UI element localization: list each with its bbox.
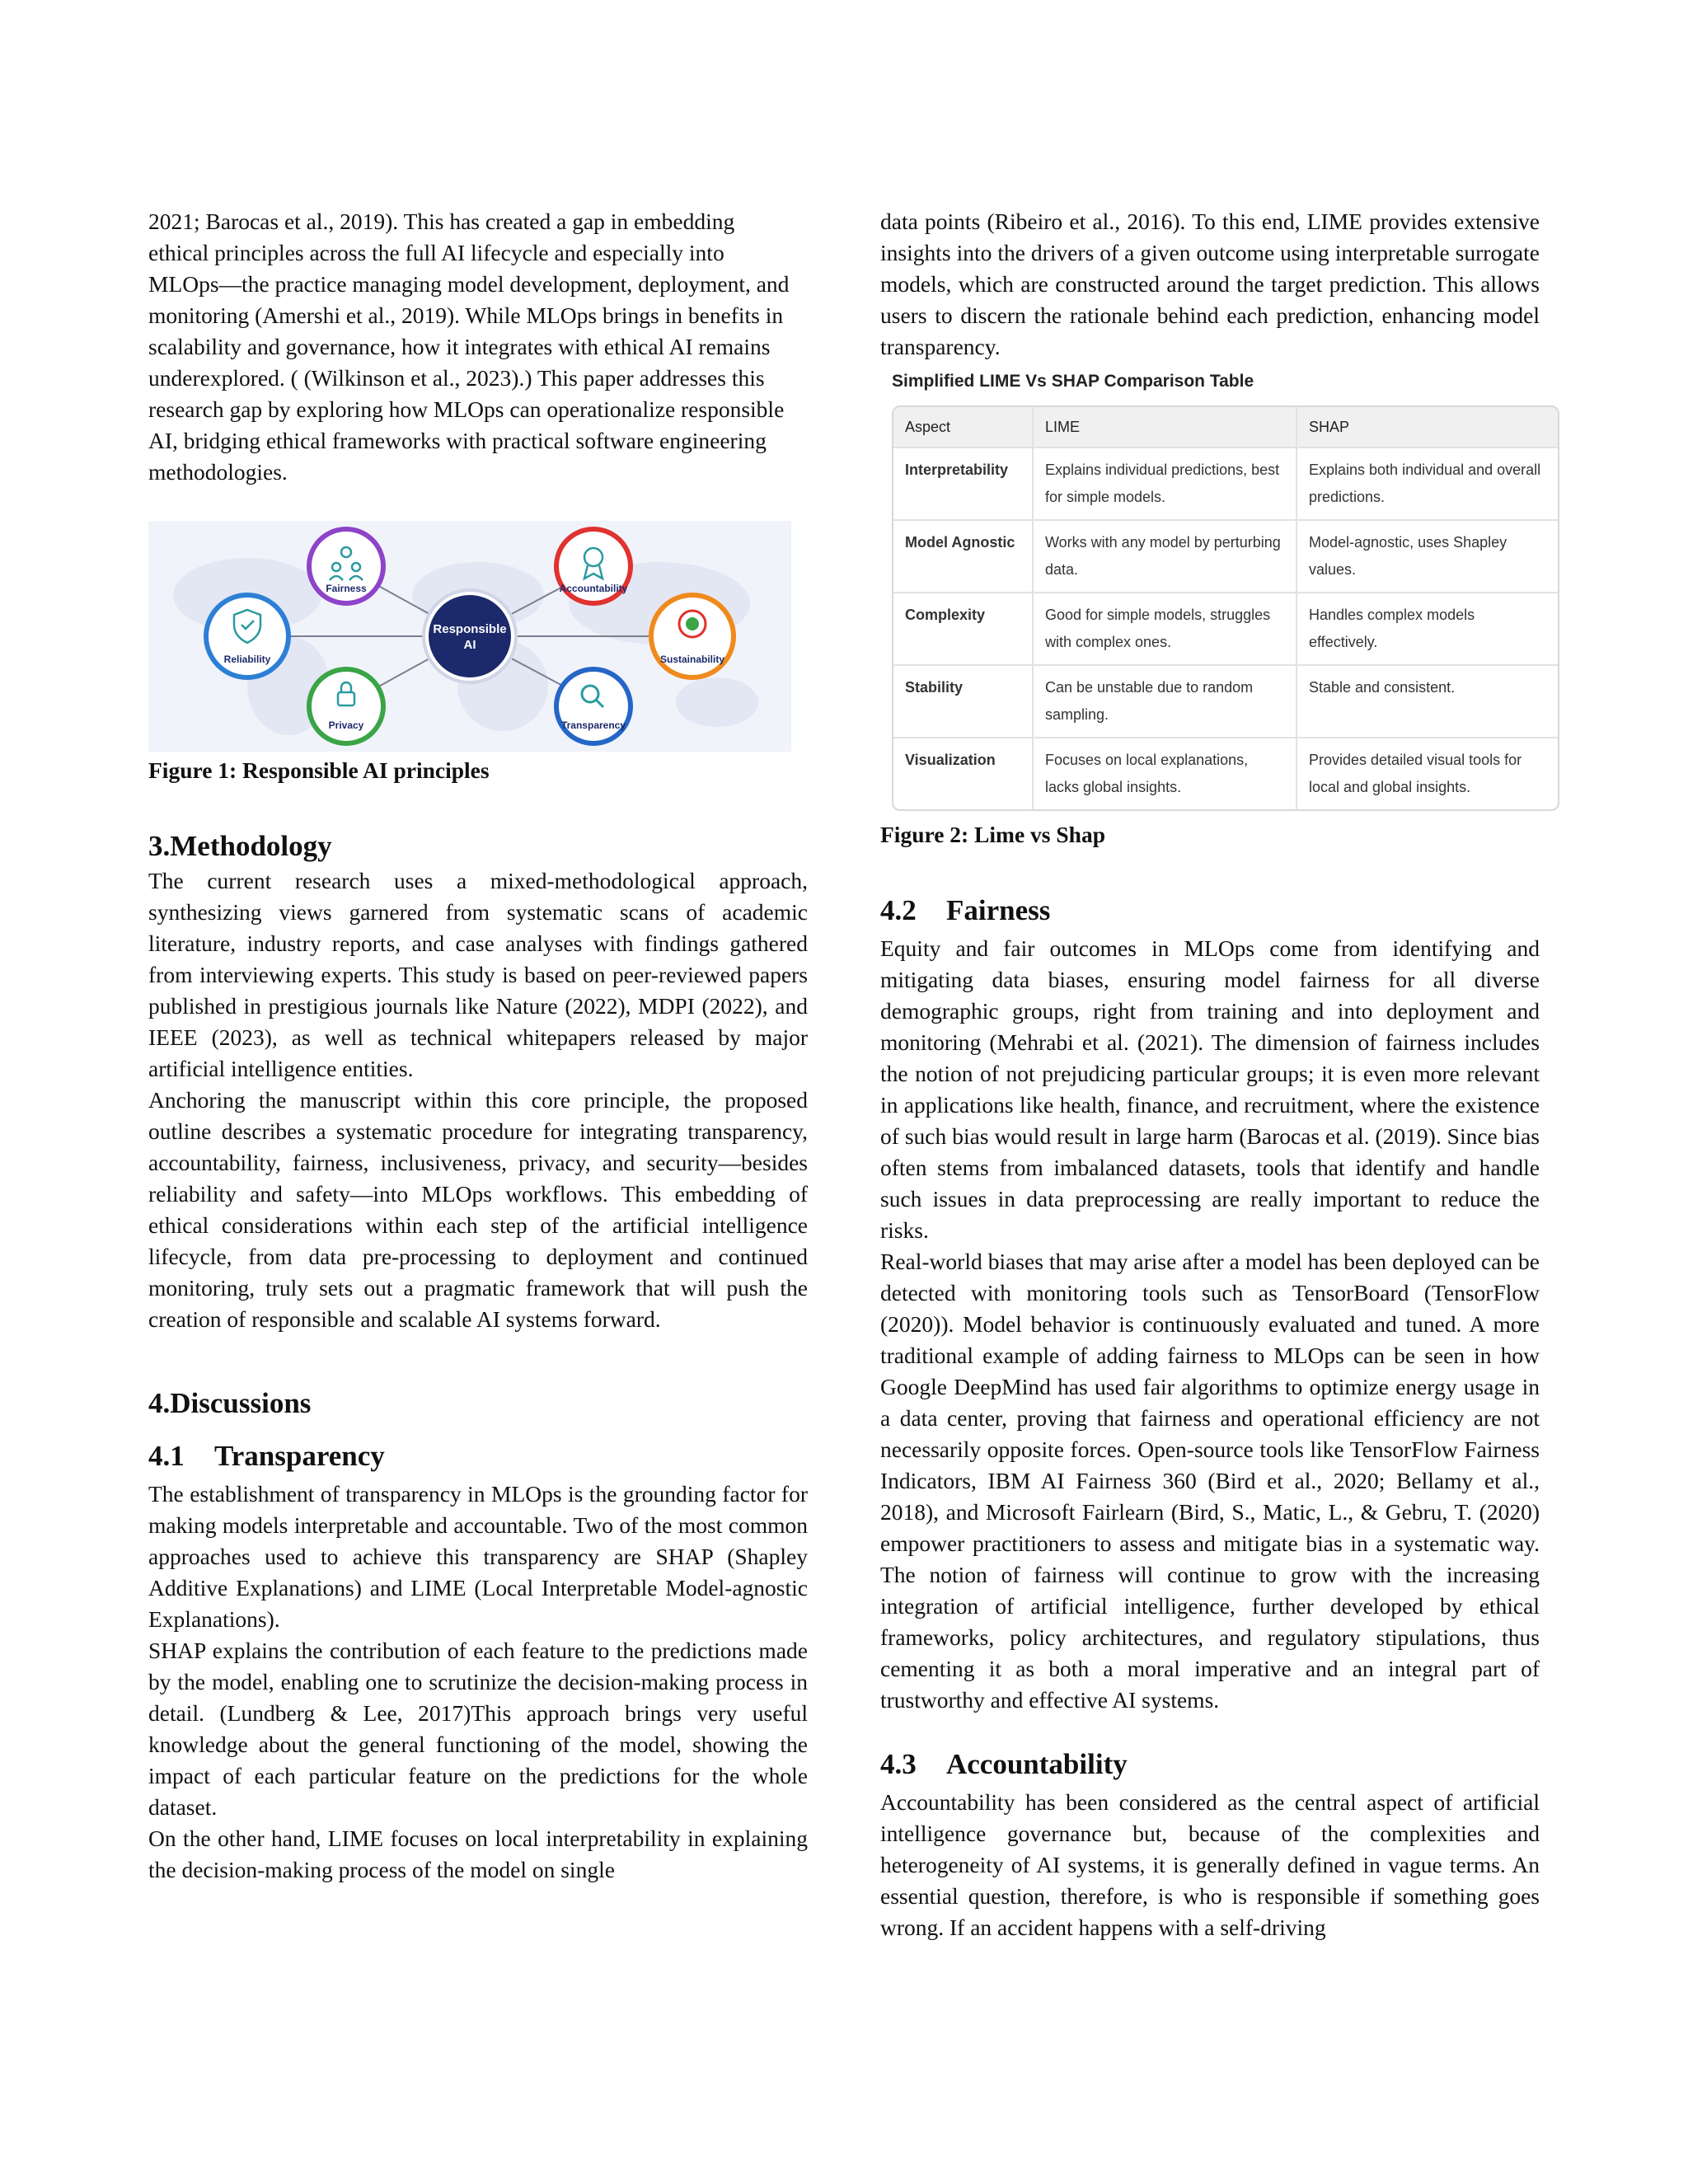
transparency-title: Transparency — [214, 1440, 385, 1472]
node-sustainability — [651, 595, 734, 677]
table-header-row — [893, 407, 1558, 448]
comparison-table-frame — [892, 405, 1559, 811]
header-lime: LIME — [1033, 407, 1296, 448]
table-row: Model Agnostic Works with any model by perturbing data. Model-agnostic, uses Shapley values. — [893, 520, 1558, 593]
header-aspect: Aspect — [893, 407, 1033, 448]
svg-text:Transparency: Transparency — [560, 719, 626, 731]
accountability-paragraph-1: Accountability has been considered as the central aspect of artificial intelligence governance but, because of the complexities and heterogeneity of AI systems, it is generally defined in vague terms. An essential question, therefore, is who is responsible if something goes wrong. If an accident happens with a self-driving — [880, 1789, 1540, 1940]
accountability-heading — [880, 1746, 1540, 1783]
table-row: Interpretability Explains individual predictions, best for simple models. Explains both individual and overall predictions. — [893, 448, 1558, 520]
table-row: Stability Can be unstable due to random sampling. Stable and consistent. — [893, 665, 1558, 738]
node-reliability — [206, 595, 288, 677]
fairness-paragraph-2: Real-world biases that may arise after a model has been deployed can be detected with monitoring tools such as TensorBoard (TensorFlow (2020)). Model behavior is continuously evaluated and tuned. A more traditional example of adding fairness to MLOps can be seen in how Google DeepMind has used fair algorithms to optimize energy usage in a data center, proving that fairness and operational efficiency are not necessarily opposite forces. Open-source tools like TensorFlow Fairness Indicators, IBM AI Fairness 360 (Bird et al., 2020; Bellamy et al., 2018), and Microsoft Fairlearn (Bird, S., Matic, L., & Gebru, T. (2020) empower practitioners to assess and mitigate bias in a systematic way. The notion of fairness will continue to grow with the increasing integration of artificial intelligence, further developed by ethical frameworks, policy architectures, and regulatory stipulations, thus cementing it as both a moral imperative and an integral part of trustworthy and effective AI systems. — [880, 1249, 1540, 1713]
figure-responsible-ai — [148, 521, 791, 752]
figure2-caption: Figure 2: Lime vs Shap — [880, 822, 1105, 847]
svg-text:Reliability: Reliability — [223, 654, 271, 665]
transparency-paragraph-1: The establishment of transparency in MLOps is the grounding factor for making models interpretable and accountable. Two of the most common approaches used to achieve this transparency are SHAP (Shapley Additive Explanations) and LIME (Local Interpretable Model-agnostic Explanations). — [148, 1481, 808, 1632]
responsible-ai-diagram — [148, 521, 791, 752]
fairness-number: 4.2 — [880, 894, 917, 926]
transparency-heading — [148, 1437, 808, 1475]
svg-text:Fairness: Fairness — [326, 583, 367, 594]
right-column — [880, 206, 1540, 1943]
figure1-caption: Figure 1: Responsible AI principles — [148, 757, 490, 783]
header-shap: SHAP — [1296, 407, 1558, 448]
fairness-title: Fairness — [946, 894, 1051, 926]
lime-intro-paragraph: data points (Ribeiro et al., 2016). To this end, LIME provides extensive insights into the drivers of a given outcome using interpretable surrogate models, which are constructed around the target prediction. This allows users to discern the rationale behind each prediction, enhancing model transparency. — [880, 209, 1540, 359]
intro-paragraph: 2021; Barocas et al., 2019). This has created a gap in embedding ethical principles across the full AI lifecycle and especially into MLOps—the practice managing model development, deployment, and monitoring (Amershi et al., 2019). While MLOps brings in benefits in scalability and governance, how it integrates with ethical AI remains underexplored. ( (Wilkinson et al., 2023).) This paper addresses this research gap by exploring how MLOps can operationalize responsible AI, bridging ethical frameworks with practical software engineering methodologies. — [148, 209, 790, 485]
center-label-line2: AI — [463, 638, 476, 652]
svg-text:Sustainability: Sustainability — [659, 654, 725, 665]
methodology-heading: 3.Methodology — [148, 830, 332, 862]
node-transparency — [556, 669, 631, 743]
transparency-paragraph-3: On the other hand, LIME focuses on local interpretability in explaining the decision-making process of the model on single — [148, 1825, 808, 1882]
svg-text:Privacy: Privacy — [328, 719, 364, 731]
table-row: Visualization Focuses on local explanations, lacks global insights. Provides detailed visual tools for local and global insights. — [893, 738, 1558, 809]
comparison-table-title: Simplified LIME Vs SHAP Comparison Table — [892, 372, 1254, 391]
left-column — [148, 206, 808, 1886]
node-privacy — [309, 669, 383, 743]
methodology-paragraph-1: The current research uses a mixed-methodological approach, synthesizing views garnered from systematic scans of academic literature, industry reports, and case analyses with findings gathered from interviewing experts. This study is based on peer-reviewed papers published in prestigious journals like Nature (2022), MDPI (2022), and IEEE (2023), as well as technical whitepapers released by major artificial intelligence entities. — [148, 868, 808, 1081]
lime-shap-table — [893, 407, 1558, 809]
transparency-paragraph-2: SHAP explains the contribution of each feature to the predictions made by the model, enabling one to scrutinize the decision-making process in detail. (Lundberg & Lee, 2017)This approach brings very useful knowledge about the general functioning of the model, showing the impact of each particular feature on the predictions for the whole dataset. — [148, 1638, 808, 1820]
discussions-heading: 4.Discussions — [148, 1387, 312, 1419]
transparency-number: 4.1 — [148, 1440, 185, 1472]
fairness-paragraph-1: Equity and fair outcomes in MLOps come from identifying and mitigating data biases, ensuring model fairness for all diverse demographic groups, right from training and into deployment and monitoring (Mehrabi et al. (2021). The dimension of fairness includes the notion of not prejudicing particular groups; it is even more relevant in applications like health, finance, and recruitment, where the existence of such bias would result in large harm (Barocas et al. (2019). Since bias often stems from imbalanced datasets, tools that identify and handle such issues in data preprocessing are really important to reduce the risks. — [880, 935, 1540, 1243]
node-accountability — [556, 529, 631, 603]
center-node — [429, 595, 511, 677]
center-label-line1: Responsible — [433, 622, 507, 636]
accountability-number: 4.3 — [880, 1748, 917, 1780]
methodology-paragraph-2: Anchoring the manuscript within this core principle, the proposed outline describes a systematic procedure for integrating transparency, accountability, fairness, inclusiveness, privacy, and security—besides reliability and safety—into MLOps workflows. This embedding of ethical considerations within each step of the artificial intelligence lifecycle, from data pre-processing to deployment and continued monitoring, truly sets out a pragmatic framework that will push the creation of responsible and scalable AI systems forward. — [148, 1087, 808, 1332]
svg-text:Accountability: Accountability — [559, 583, 628, 594]
node-fairness — [309, 529, 383, 603]
fairness-heading — [880, 892, 1540, 930]
accountability-title: Accountability — [946, 1748, 1128, 1780]
table-row: Complexity Good for simple models, struggles with complex ones. Handles complex models effectively. — [893, 593, 1558, 665]
